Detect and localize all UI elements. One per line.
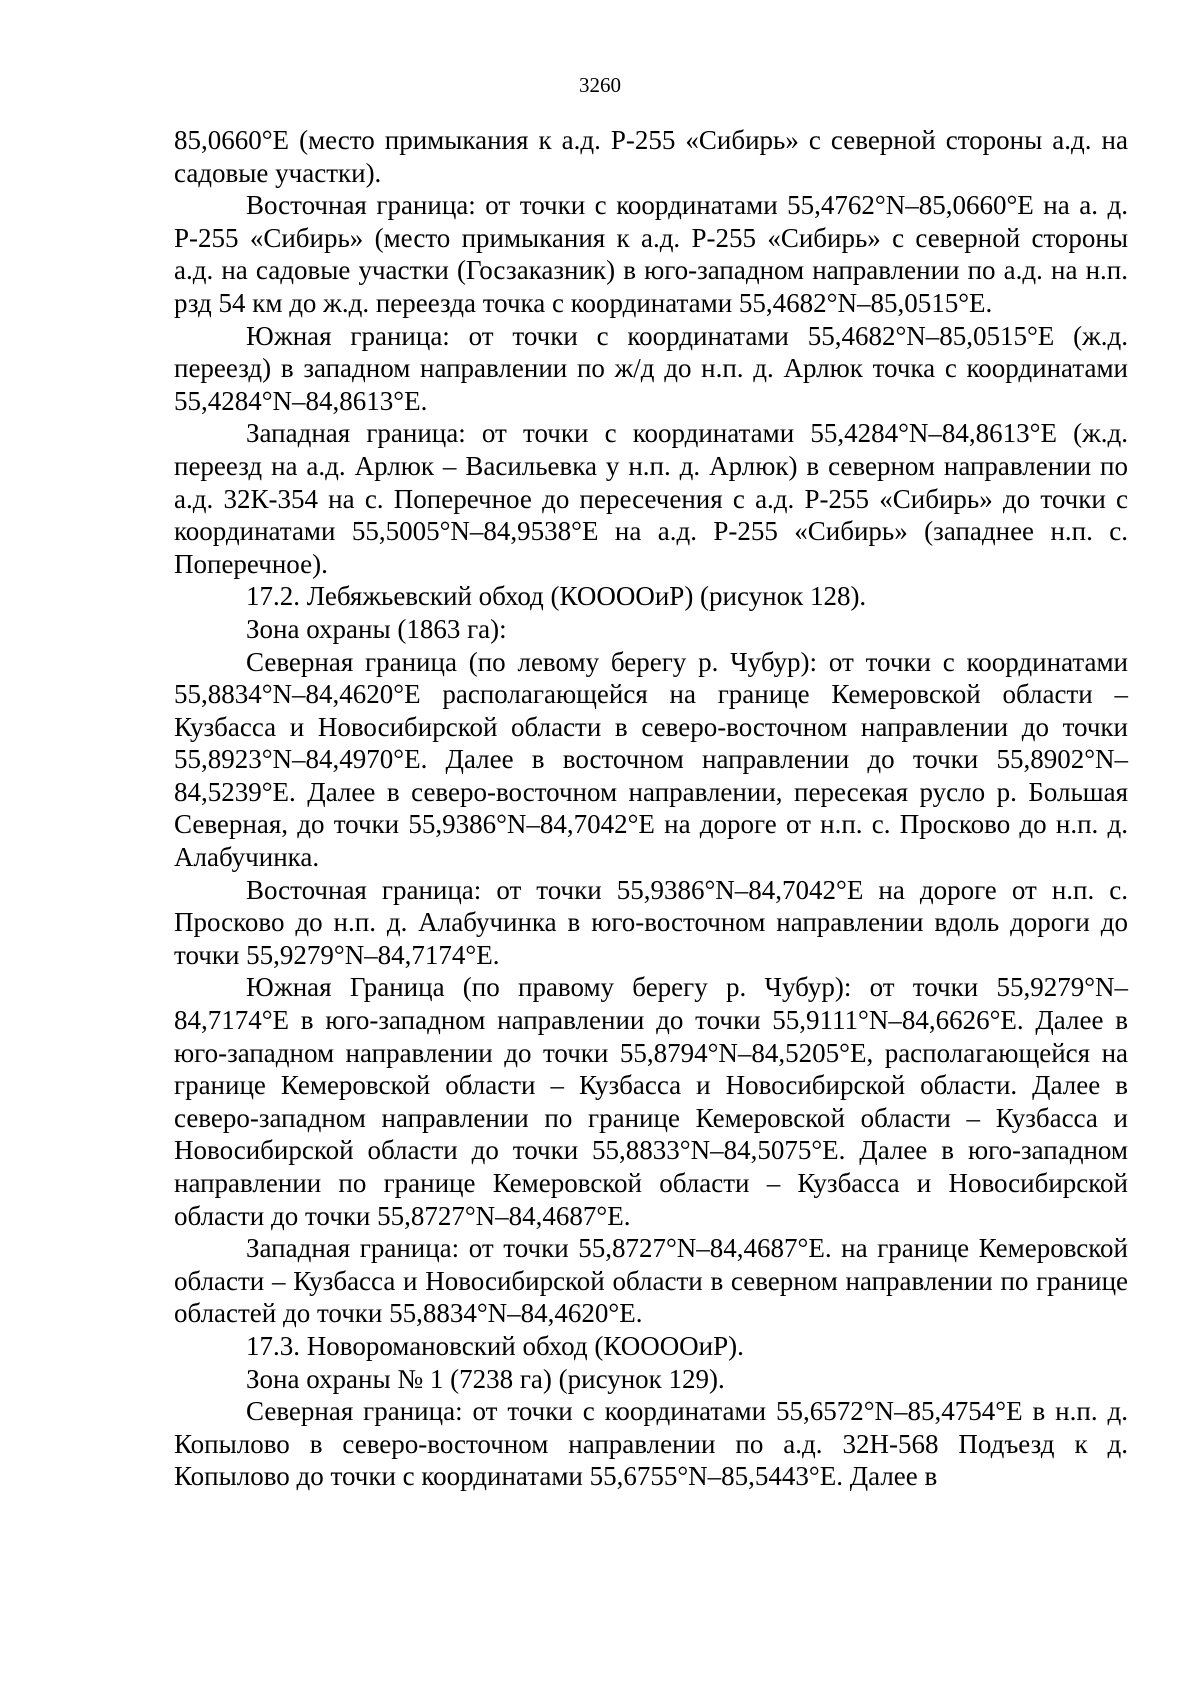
document-body [174,124,1128,1493]
page-number: 3260 [579,73,621,97]
paragraph-eastern-boundary: Восточная граница: от точки с координатами 55,4762°N–85,0660°E на а. д. Р-255 «Сибирь» (место примыкания к а.д. Р-255 «Сибирь» с северной стороны а.д. на садовые участки (Госзаказник) в юго-западном направлении по а.д. на н.п. рзд 54 км до ж.д. переезда точка с координатами 55,4682°N–85,0515°E. [174,190,1128,318]
section-heading-17-2: 17.2. Лебяжьевский обход (КООООиР) (рисунок 128). [246,581,867,612]
paragraph-southern-boundary: Южная граница: от точки с координатами 55,4682°N–85,0515°E (ж.д. переезд) в западном направлении по ж/д до н.п. д. Арлюк точка с координатами 55,4284°N–84,8613°E. [174,320,1128,416]
paragraph-western-boundary-2: Западная граница: от точки 55,8727°N–84,4687°E. на границе Кемеровской области – Кузбасса и Новосибирской области в северном направлении по границе областей до точки 55,8834°N–84,4620°E. [174,1233,1128,1329]
zone-heading-1: Зона охраны № 1 (7238 га) (рисунок 129). [246,1363,725,1394]
paragraph-eastern-boundary-2: Восточная граница: от точки 55,9386°N–84,7042°E на дороге от н.п. с. Просково до н.п. д. Алабучинка в юго-восточном направлении вдоль дороги до точки 55,9279°N–84,7174°E. [174,874,1128,970]
paragraph-northern-boundary: Северная граница (по левому берегу р. Чубур): от точки с координатами 55,8834°N–84,4620°E располагающейся на границе Кемеровской области – Кузбасса и Новосибирской области в северо-восточном направлении до точки 55,8923°N–84,4970°E. Далее в восточном направлении до точки 55,8902°N–84,5239°E. Далее в северо-восточном направлении, пересекая русло р. Большая Северная, до точки 55,9386°N–84,7042°E на дороге от н.п. с. Просково до н.п. д. Алабучинка. [174,646,1128,873]
paragraph-northern-boundary-3: Северная граница: от точки с координатами 55,6572°N–85,4754°E в н.п. д. Копылово в северо-восточном направлении по а.д. 32Н-568 Подъезд к д. Копылово до точки с координатами 55,6755°N–85,5443°E. Далее в [174,1396,1128,1492]
zone-heading: Зона охраны (1863 га): [246,613,507,644]
paragraph-southern-boundary-2: Южная Граница (по правому берегу р. Чубур): от точки 55,9279°N–84,7174°E в юго-западном направлении до точки 55,9111°N–84,6626°E. Далее в юго-западном направлении до точки 55,8794°N–84,5205°E, располагающейся на границе Кемеровской области – Кузбасса и Новосибирской области. Далее в северо-западном направлении по границе Кемеровской области – Кузбасса и Новосибирской области до точки 55,8833°N–84,5075°E. Далее в юго-западном направлении по границе Кемеровской области – Кузбасса и Новосибирской области до точки 55,8727°N–84,4687°E. [174,972,1128,1231]
paragraph-continuation: 85,0660°E (место примыкания к а.д. Р-255 «Сибирь» с северной стороны а.д. на садовые участки). [174,125,1128,188]
paragraph-western-boundary: Западная граница: от точки с координатами 55,4284°N–84,8613°E (ж.д. переезд на а.д. Арлюк – Васильевка у н.п. д. Арлюк) в северном направлении по а.д. 32К-354 на с. Поперечное до пересечения с а.д. Р-255 «Сибирь» до точки с координатами 55,5005°N–84,9538°E на а.д. Р-255 «Сибирь» (западнее н.п. с. Поперечное). [174,418,1128,579]
section-heading-17-3: 17.3. Новоромановский обход (КООООиР). [246,1330,744,1361]
